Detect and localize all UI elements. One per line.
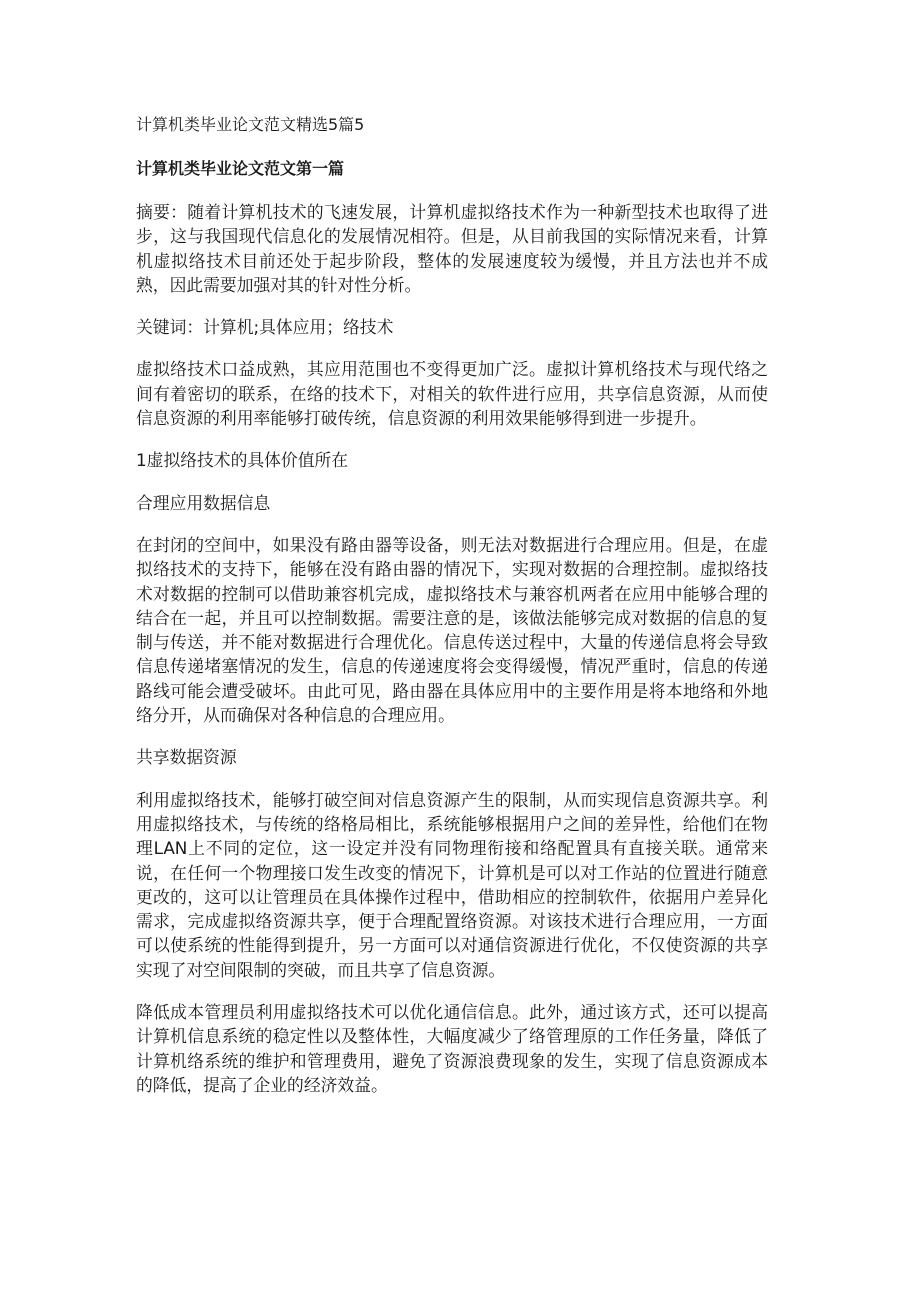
abstract-paragraph: 摘要：随着计算机技术的飞速发展，计算机虚拟络技术作为一种新型技术也取得了进步，这与我国现代信息化的发展情况相符。但是，从目前我国的实际情况来看，计算机虚拟络技术目前还处于起步阶段，整体的发展速度较为缓慢，并且方法也并不成熟，因此需要加强对其的针对性分析。 [136,202,768,295]
subsection-heading: 共享数据资源 [136,747,237,768]
document-title: 计算机类毕业论文范文精选5篇5 [136,115,365,134]
intro-paragraph: 虚拟络技术口益成熟，其应用范围也不变得更加广泛。虚拟计算机络技术与现代络之间有着密切的联系，在络的技术下，对相关的软件进行应用，共享信息资源，从而使信息资源的利用率能够打破传统，信息资源的利用效果能够得到进一步提升。 [136,359,768,429]
body-paragraph: 在封闭的空间中，如果没有路由器等设备，则无法对数据进行合理应用。但是，在虚拟络技术的支持下，能够在没有路由器的情况下，实现对数据的合理控制。虚拟络技术对数据的控制可以借助兼容机完成，虚拟络技术与兼容机两者在应用中能够合理的结合在一起，并且可以控制数据。需要注意的是，该做法能够完成对数据的信息的复制与传送，并不能对数据进行合理优化。信息传送过程中，大量的传递信息将会导致信息传递堵塞情况的发生，信息的传递速度将会变得缓慢，情况严重时，信息的传递路线可能会遭受破坏。由此可见，路由器在具体应用中的主要作用是将本地络和外地络分开，从而确保对各种信息的合理应用。 [136,534,768,726]
document-page [136,113,768,1115]
subsection-heading: 合理应用数据信息 [136,492,271,513]
body-paragraph: 利用虚拟络技术，能够打破空间对信息资源产生的限制，从而实现信息资源共享。利用虚拟络技术，与传统的络格局相比，系统能够根据用户之间的差异性，给他们在物理LAN上不同的定位，这一设定并没有同物理衔接和络配置具有直接关联。通常来说，在任何一个物理接口发生改变的情况下，计算机是可以对工作站的位置进行随意更改的，这可以让管理员在具体操作过程中，借助相应的控制软件，依据用户差异化需求，完成虚拟络资源共享，便于合理配置络资源。对该技术进行合理应用，一方面可以使系统的性能得到提升，另一方面可以对通信资源进行优化，不仅使资源的共享实现了对空间限制的突破，而且共享了信息资源。 [136,789,768,980]
keywords-line: 关键词：计算机;具体应用；络技术 [136,317,394,338]
section-heading: 1虚拟络技术的具体价值所在 [136,450,349,471]
body-paragraph: 降低成本管理员利用虚拟络技术可以优化通信信息。此外，通过该方式，还可以提高计算机信息系统的稳定性以及整体性，大幅度减少了络管理原的工作任务量，降低了计算机络系统的维护和管理费用，避免了资源浪费现象的发生，实现了信息资源成本的降低，提高了企业的经济效益。 [136,1002,768,1095]
article-title: 计算机类毕业论文范文第一篇 [136,159,345,178]
